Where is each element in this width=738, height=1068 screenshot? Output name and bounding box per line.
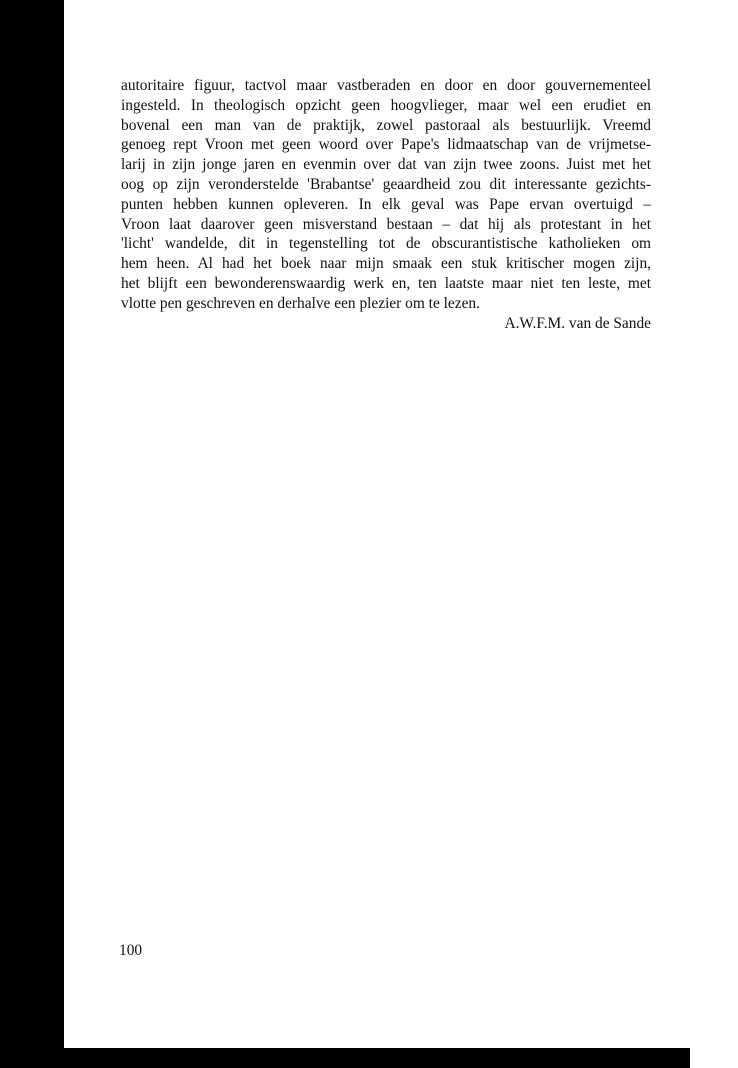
paragraph-line: bovenal een man van de praktijk, zowel pastoraal als bestuurlijk. Vreemd <box>121 116 651 134</box>
paragraph-line: Vroon laat daarover geen misverstand bestaan – dat hij als protestant in het <box>121 215 651 233</box>
paragraph-line: autoritaire figuur, tactvol maar vastberaden en door en door gouvernementeel <box>121 77 651 94</box>
paragraph-line: ingesteld. In theologisch opzicht geen hoogvlieger, maar wel een erudiet en <box>121 96 651 114</box>
paragraph-line: vlotte pen geschreven en derhalve een plezier om te lezen. <box>121 294 480 312</box>
scan-border-bottom <box>0 1048 690 1068</box>
paragraph-line: het blijft een bewonderenswaardig werk en, ten laatste maar niet ten leste, met <box>121 274 651 292</box>
paragraph-line: genoeg rept Vroon met geen woord over Pape's lidmaatschap van de vrijmetse- <box>121 136 651 154</box>
paragraph-line: 'licht' wandelde, dit in tegenstelling tot de obscurantistische katholieken om <box>121 235 651 253</box>
author-signature: A.W.F.M. van de Sande <box>504 314 651 332</box>
paragraph-line: punten hebben kunnen opleveren. In elk geval was Pape ervan overtuigd – <box>121 195 651 213</box>
page-number: 100 <box>119 942 143 959</box>
scan-border-left <box>0 0 64 1068</box>
review-paragraph <box>121 76 651 314</box>
paragraph-line: larij in zijn jonge jaren en evenmin over dat van zijn twee zoons. Juist met het <box>121 156 651 174</box>
paragraph-line: hem heen. Al had het boek naar mijn smaak een stuk kritischer mogen zijn, <box>121 255 651 273</box>
page-content <box>121 76 651 333</box>
paragraph-line: oog op zijn veronderstelde 'Brabantse' geaardheid zou dit interessante gezichts- <box>121 175 651 193</box>
